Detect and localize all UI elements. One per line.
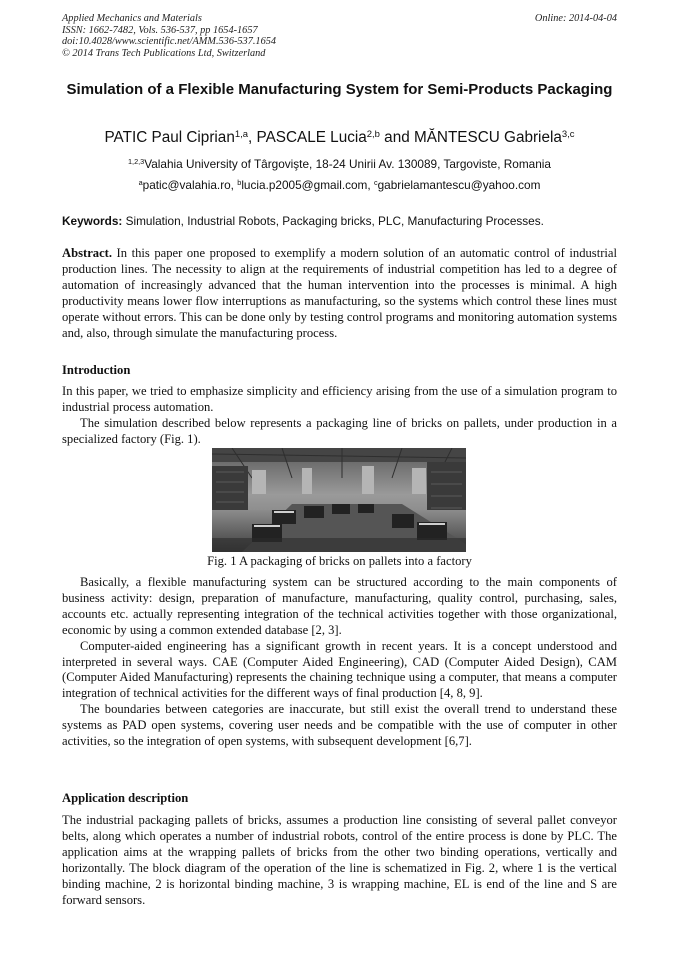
issn-line: ISSN: 1662-7482, Vols. 536-537, pp 1654-1657 <box>62 24 258 36</box>
affiliation <box>62 157 617 172</box>
email-sup-a: a <box>138 177 143 187</box>
abstract-text: In this paper one proposed to exemplify a modern solution of an automatic control of industrial production lines. The necessity to align at the requirements of industrial competition has led to a degree of automation of increasingly advanced that the human intervention into the processes is minimal. A high productivity means lower flow interruptions as manufacturing, so the systems which control these lines must operate without errors. This can be done only by testing control programs and monitoring automation systems and, also, through simulate the manufacturing process. <box>62 246 617 340</box>
email-b: lucia.p2005@gmail.com, <box>241 178 374 192</box>
figure-caption: Fig. 1 A packaging of bricks on pallets into a factory <box>207 554 472 568</box>
affiliation-text: Valahia University of Târgovişte, 18-24 Unirii Av. 130089, Targoviste, Romania <box>144 157 551 171</box>
journal-name: Applied Mechanics and Materials <box>62 13 202 24</box>
email-sup-b: b <box>237 177 242 187</box>
author-1: PATIC Paul Ciprian <box>104 129 235 146</box>
keywords <box>62 214 617 229</box>
author-list <box>62 128 617 147</box>
paragraph: Computer-aided engineering has a significant growth in recent years. It is a concept understood and interpreted in several ways. CAE (Computer Aided Engineering), CAD (Computer Aided Design), CAM (Computer Aided Manufacturing) represents the chaining technique using a computer, that means a computer integration of technical activities for the different ways of final production [4, 8, 9]. <box>62 638 617 701</box>
author-emails <box>62 178 617 193</box>
author-separator: and <box>379 129 414 146</box>
doi-line: doi:10.4028/www.scientific.net/AMM.536-537.1654 <box>62 36 277 48</box>
paper-title: Simulation of a Flexible Manufacturing System for Semi-Products Packaging <box>66 81 613 98</box>
introduction-continued <box>62 575 617 750</box>
introduction-heading: Introduction <box>62 363 131 377</box>
factory-photo <box>212 448 466 552</box>
paragraph: The boundaries between categories are inaccurate, but still exist the overall trend to understand these systems as PAD open systems, covering user needs and be compatible with the use of computer in other activities, so the integration of open systems, with subsequent development [6,7]. <box>62 702 617 749</box>
keywords-label: Keywords: <box>62 214 123 228</box>
paragraph: In this paper, we tried to emphasize simplicity and efficiency arising from the use of a simulation program to industrial process automation. <box>62 384 617 414</box>
journal-header <box>62 13 617 59</box>
abstract <box>62 246 617 341</box>
introduction-paragraphs <box>62 384 617 448</box>
author-1-sup: 1,a <box>234 128 248 140</box>
affiliation-sup: 1,2,3 <box>127 156 145 166</box>
paragraph: The industrial packaging pallets of bricks, assumes a production line consisting of several pallet conveyor belts, along which operates a number of industrial robots, control of the entire process is done by PLC. The application aims at the wrapping pallets of bricks from the other two binding operations, vertically and horizontally. The block diagram of the operation of the line is schematized in Fig. 2, where 1 is the vertical binding machine, 2 is horizontal binding machine, 3 is wrapping machine, EL is end of the line and S are forward sensors. <box>62 813 617 907</box>
keywords-text: Simulation, Industrial Robots, Packaging bricks, PLC, Manufacturing Processes. <box>122 214 544 228</box>
abstract-label: Abstract. <box>62 246 113 260</box>
author-2-sup: 2,b <box>366 128 380 140</box>
paragraph: The simulation described below represents a packaging line of bricks on pallets, under production in a specialized factory (Fig. 1). <box>62 415 617 446</box>
paragraph: Basically, a flexible manufacturing system can be structured according to the main components of business activity: design, preparation of manufacture, manufacturing, quality control, purchasing, sales, accounts etc. actually representing integration of the technical activities together with those organizational, economic by using a common extended database [2, 3]. <box>62 575 617 637</box>
email-c: gabrielamantescu@yahoo.com <box>377 178 541 192</box>
application-heading: Application description <box>62 791 189 805</box>
author-2: PASCALE Lucia <box>256 129 367 146</box>
author-3-sup: 3,c <box>561 128 575 140</box>
author-3: MĂNTESCU Gabriela <box>413 129 562 146</box>
email-sup-c: c <box>373 177 378 187</box>
email-a: patic@valahia.ro, <box>142 178 238 192</box>
online-date: Online: 2014-04-04 <box>534 13 617 24</box>
copyright-line: © 2014 Trans Tech Publications Ltd, Switzerland <box>62 47 266 59</box>
application-paragraphs <box>62 813 617 908</box>
author-separator: , <box>248 129 257 146</box>
